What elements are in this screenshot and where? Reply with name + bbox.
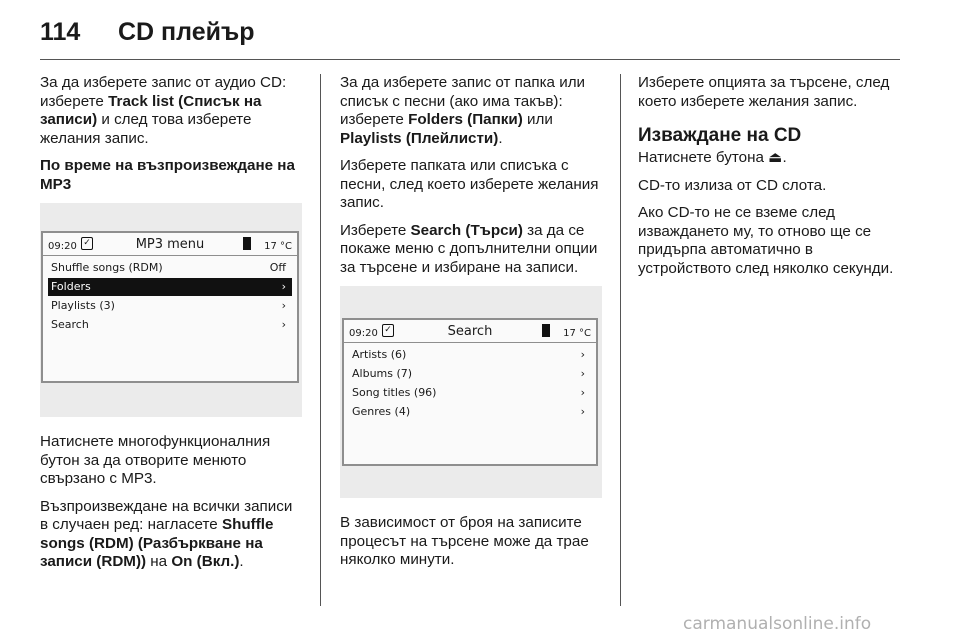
menu-item-genres[interactable]: Genres (4) › (352, 405, 585, 418)
battery-icon (542, 324, 550, 337)
status-bar (43, 233, 297, 256)
paragraph: CD-то излиза от CD слота. (638, 176, 827, 194)
battery-icon (243, 237, 251, 250)
menu-item-shuffle[interactable]: Shuffle songs (RDM) Off (51, 261, 286, 274)
clock: 09:20 (48, 241, 77, 252)
temperature: 17 °C (563, 328, 591, 339)
paragraph: Натиснете многофункционалния бутон за да отворите менюто свързано с MP3. (40, 433, 271, 487)
menu-item-song-titles[interactable]: Song titles (96) › (352, 386, 585, 399)
paragraph: Ако CD-то не се вземе след изваждането му, то отново ще се придърпа автоматично в устройството след няколко секунди. (638, 204, 894, 277)
status-bar (344, 320, 596, 343)
mp3-menu-figure (40, 203, 302, 417)
paragraph: Натиснете бутона ⏏. (638, 149, 787, 166)
column-3 (638, 74, 900, 287)
paragraph: За да изберете запис от аудио CD: изберете Track list (Списък на записи) и след това изберете желания запис. (40, 74, 287, 147)
paragraph: Възпроизвеждане на всички записи в случаен ред: нагласете Shuffle songs (RDM) (Разбъркване на записи (RDM)) на On (Вкл.). (40, 497, 293, 570)
menu-item-folders[interactable]: Folders › (48, 278, 292, 296)
paragraph: Изберете опцията за търсене, след което изберете желания запис. (638, 74, 890, 110)
column-divider (320, 74, 321, 606)
search-menu-figure (340, 286, 602, 498)
temperature: 17 °C (264, 241, 292, 252)
screen-title: MP3 menu (135, 237, 205, 252)
eject-icon: ⏏ (768, 149, 783, 166)
section-title: Изваждане на CD (638, 125, 802, 146)
menu-item-search[interactable]: Search › (51, 318, 286, 331)
screen-title: Search (447, 324, 493, 339)
menu-item-albums[interactable]: Albums (7) › (352, 367, 585, 380)
paragraph: Изберете Search (Търси) за да се покаже меню с допълнителни опции за търсене и избиране на записи. (340, 221, 598, 276)
display-screen (342, 318, 598, 466)
check-icon: ✓ (382, 324, 394, 337)
watermark: carmanualsonline.info (683, 614, 872, 634)
chapter-title: CD плейър (118, 18, 255, 46)
menu-item-playlists[interactable]: Playlists (3) › (51, 299, 286, 312)
check-icon: ✓ (81, 237, 93, 250)
page-header (40, 12, 920, 56)
column-divider (620, 74, 621, 606)
paragraph: За да изберете запис от папка или списък с песни (ако има такъв): изберете Folders (Папки) или Playlists (Плейлисти). (340, 74, 586, 147)
paragraph: В зависимост от броя на записите процесът на търсене може да трае няколко минути. (340, 514, 589, 568)
paragraph: Изберете папката или списъка с песни, след което изберете желания запис. (340, 157, 599, 211)
subheading: По време на възпроизвеждане на MP3 (40, 157, 295, 193)
header-divider (40, 59, 900, 60)
column-2 (340, 74, 602, 579)
display-screen (41, 231, 299, 383)
menu-item-artists[interactable]: Artists (6) › (352, 348, 585, 361)
clock: 09:20 (349, 328, 378, 339)
page-number: 114 (40, 18, 81, 46)
column-1 (40, 74, 302, 581)
